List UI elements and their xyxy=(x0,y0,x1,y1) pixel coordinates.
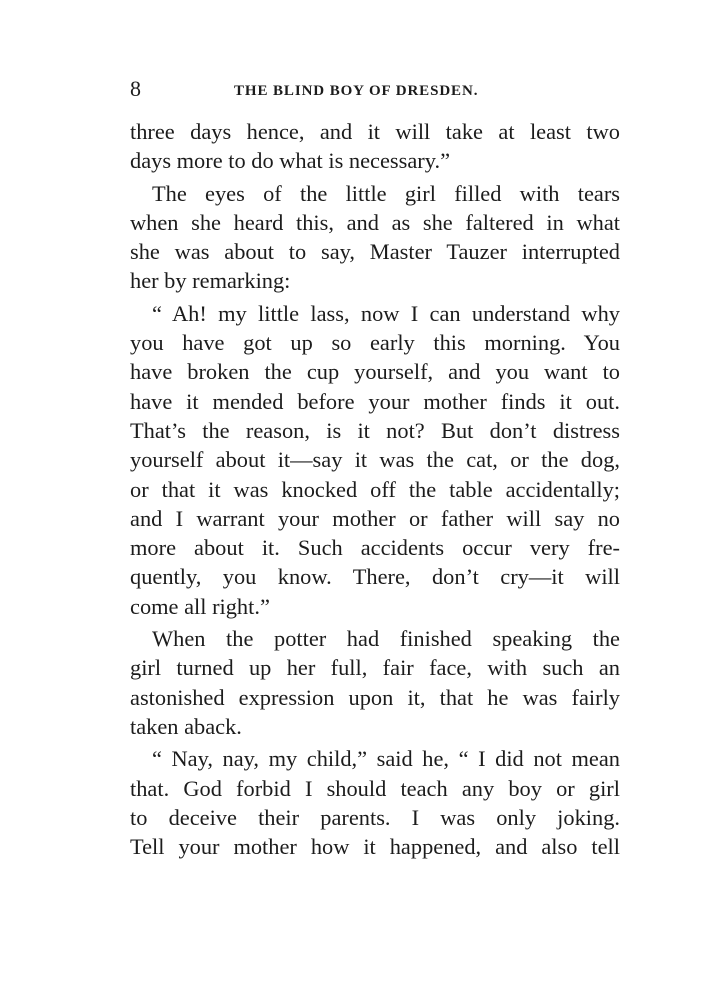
text-line: “ Nay, nay, my child,” said he, “ I did not mean xyxy=(152,746,620,772)
running-title: THE BLIND BOY OF DRESDEN. xyxy=(234,83,479,99)
page-header xyxy=(130,76,620,102)
text-line: yourself about it—say it was the cat, or the dog, xyxy=(130,447,620,473)
paragraph xyxy=(130,624,620,741)
page-number: 8 xyxy=(130,76,141,101)
text-line: come all right.” xyxy=(130,593,270,619)
text-line: more about it. Such accidents occur very fre- xyxy=(130,535,620,561)
text-line: to deceive their parents. I was only joking. xyxy=(130,804,620,830)
text-line: astonished expression upon it, that he was fairly xyxy=(130,684,620,710)
text-line: you have got up so early this morning. You xyxy=(130,330,620,356)
text-line: girl turned up her full, fair face, with such an xyxy=(130,655,620,681)
paragraph xyxy=(130,179,620,296)
text-line: or that it was knocked off the table accidentally; xyxy=(130,476,620,502)
text-line: taken aback. xyxy=(130,713,242,739)
text-line: That’s the reason, is it not? But don’t distress xyxy=(130,417,620,443)
text-line: Tell your mother how it happened, and also tell xyxy=(130,834,620,860)
text-line: that. God forbid I should teach any boy or girl xyxy=(130,775,620,801)
text-line: When the potter had finished speaking the xyxy=(152,626,620,652)
text-line: days more to do what is necessary.” xyxy=(130,148,451,174)
text-line: her by remarking: xyxy=(130,268,291,294)
body-text xyxy=(130,117,620,861)
paragraph xyxy=(130,744,620,861)
text-line: have it mended before your mother finds it out. xyxy=(130,388,620,414)
text-line: and I warrant your mother or father will say no xyxy=(130,505,620,531)
text-line: when she heard this, and as she faltered in what xyxy=(130,209,620,235)
text-line: three days hence, and it will take at least two xyxy=(130,119,620,144)
paragraph xyxy=(130,299,620,621)
text-line: have broken the cup yourself, and you want to xyxy=(130,359,620,385)
text-line: “ Ah! my little lass, now I can understand why xyxy=(152,300,620,326)
text-line: she was about to say, Master Tauzer interrupted xyxy=(130,239,620,265)
text-line: The eyes of the little girl filled with tears xyxy=(152,180,620,206)
paragraph xyxy=(130,117,620,176)
text-line: quently, you know. There, don’t cry—it will xyxy=(130,564,620,590)
